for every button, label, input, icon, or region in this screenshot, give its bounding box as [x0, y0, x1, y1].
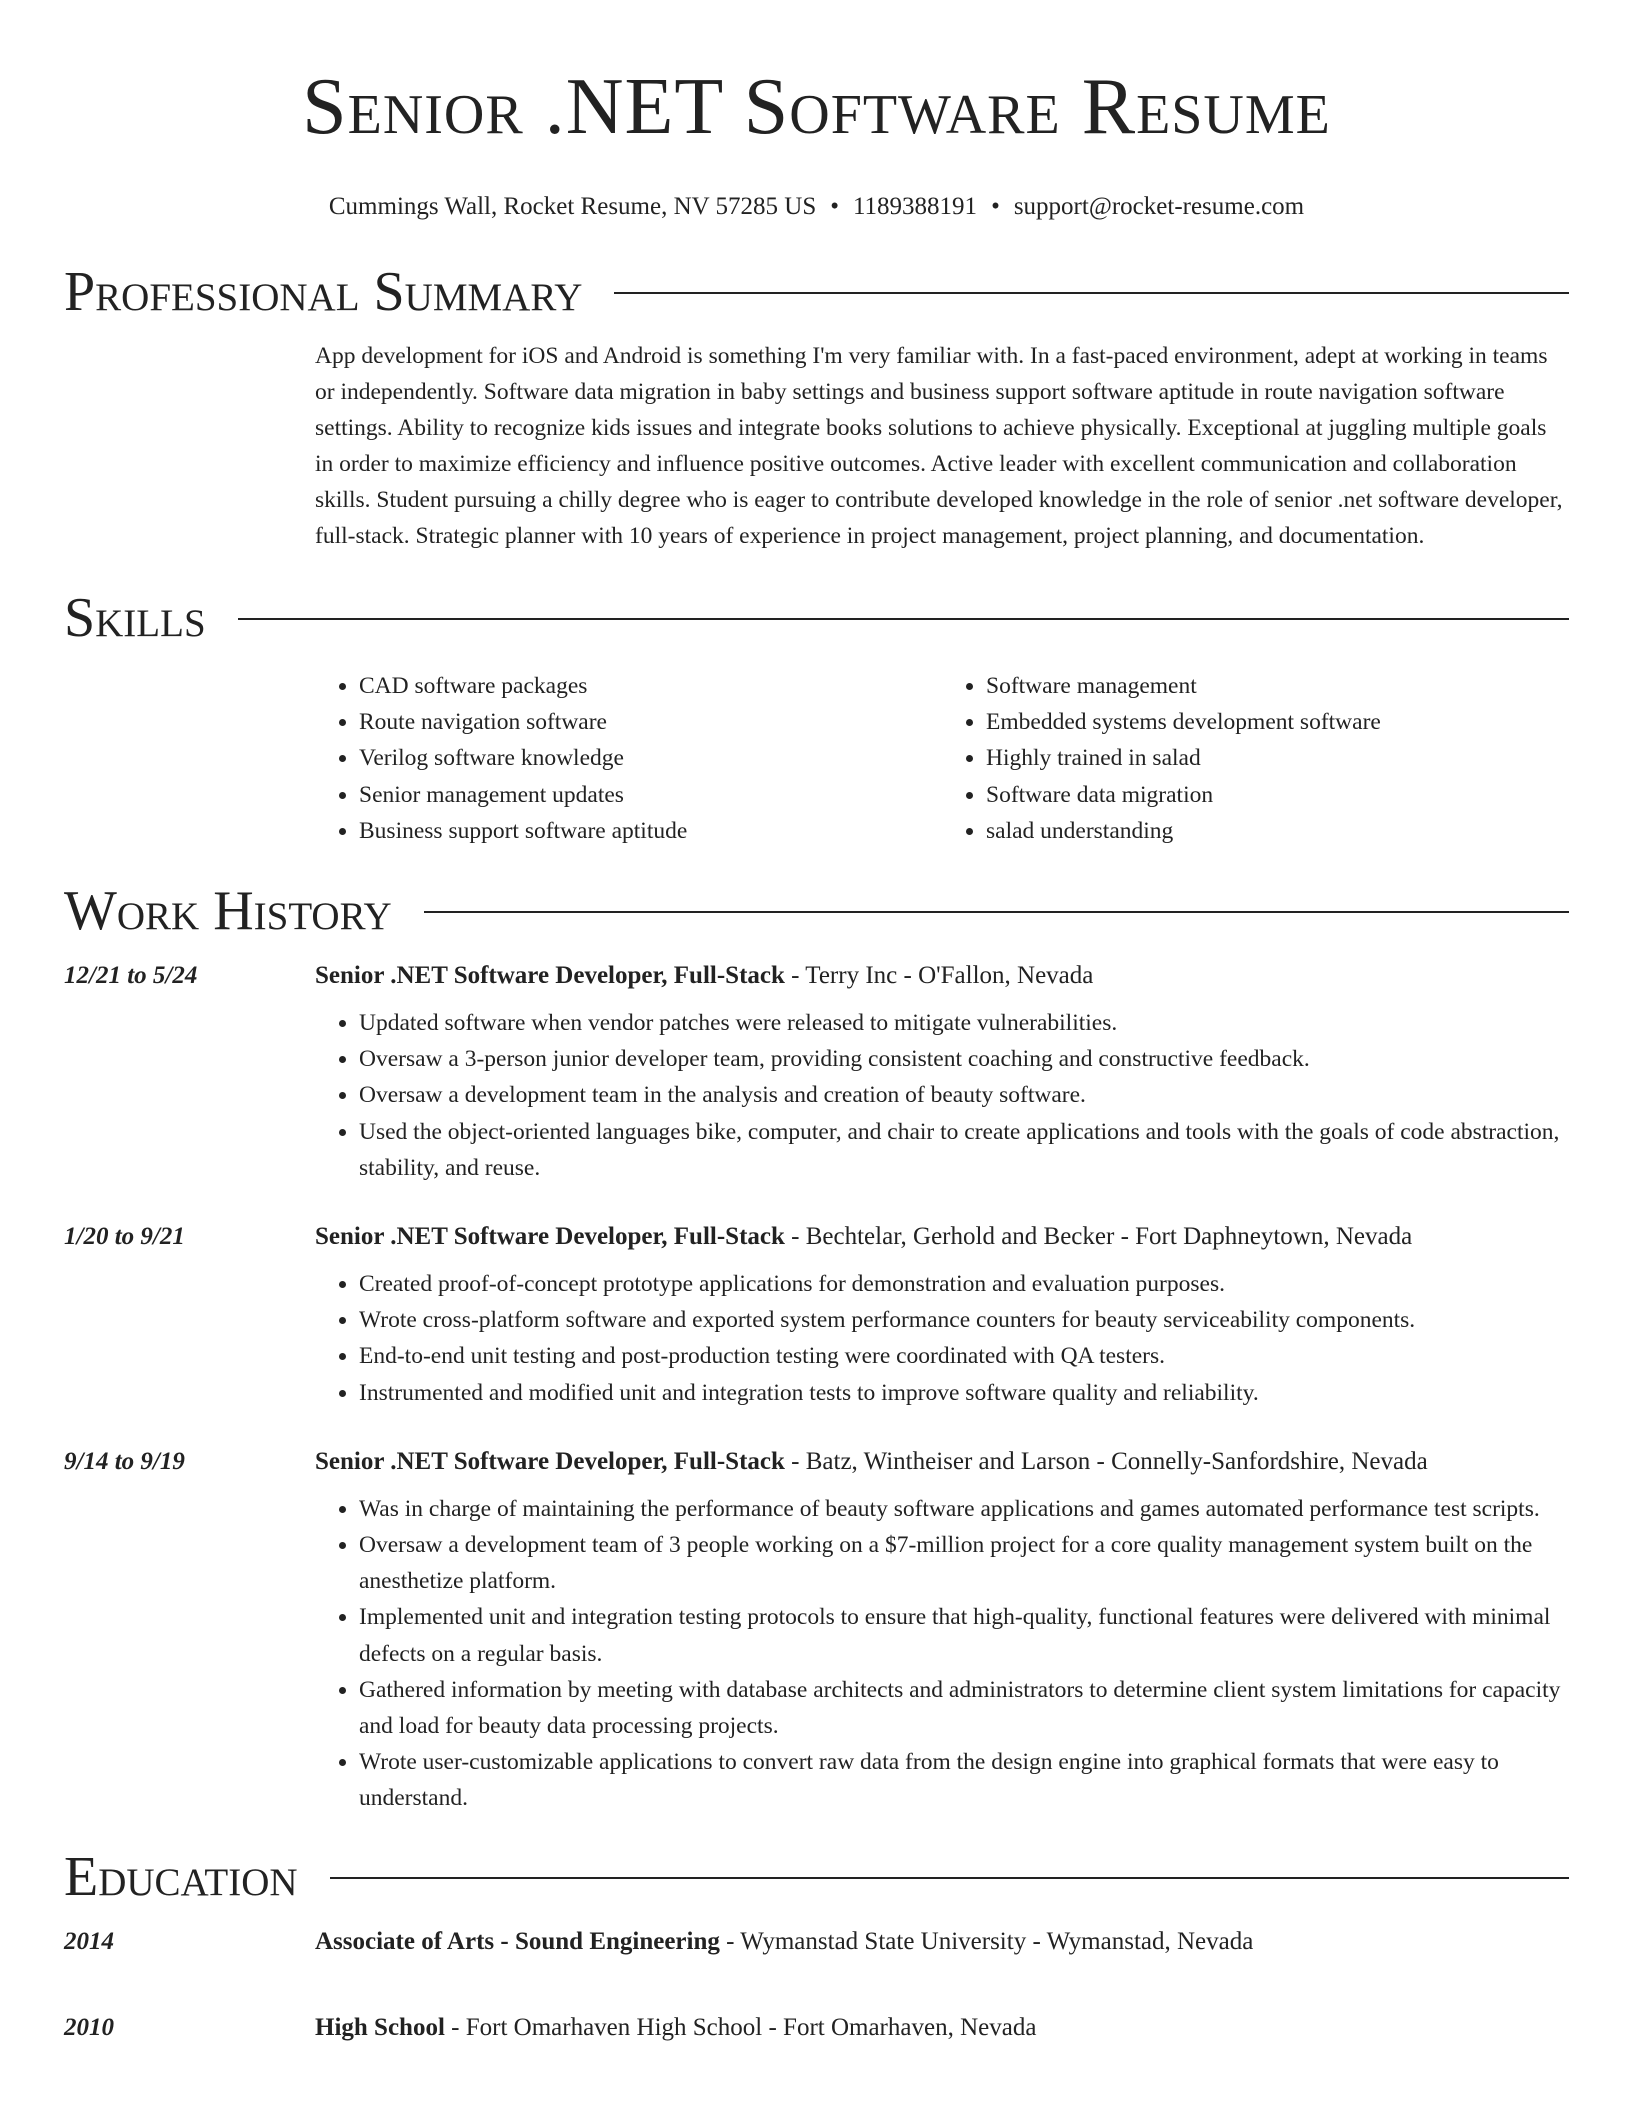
job-company: - Bechtelar, Gerhold and Becker - Fort Daphneytown, Nevada: [784, 1223, 1413, 1251]
job-bullets: [315, 1266, 1569, 1411]
job-bullet: • Created proof-of-concept prototype applications for demonstration and evaluation purposes.: [359, 1266, 1569, 1302]
job-bullets: [315, 1491, 1569, 1817]
work-heading-row: [64, 879, 1569, 943]
job-bullet: • Was in charge of maintaining the performance of beauty software applications and games automated performance test scripts.: [359, 1491, 1569, 1527]
skill-item: • Verilog software knowledge: [359, 740, 942, 776]
education-school: - Fort Omarhaven High School - Fort Omarhaven, Nevada: [444, 2013, 1037, 2041]
contact-line: [64, 192, 1569, 222]
education-year: 2014: [64, 1927, 114, 1955]
education-detail: [315, 1927, 1569, 1971]
education-degree: High School: [315, 2013, 445, 2041]
job-bullet: • Wrote user-customizable applications to convert raw data from the design engine into graphical formats that were easy to understand.: [359, 1744, 1569, 1816]
job-bullet: • Oversaw a development team of 3 people working on a $7-million project for a core quality management system built on the anesthetize platform.: [359, 1527, 1569, 1599]
education-entry: [64, 2013, 1569, 2057]
skill-item: • Embedded systems development software: [986, 704, 1569, 740]
phone: 1189388191: [852, 193, 978, 220]
job-bullet: • Instrumented and modified unit and integration tests to improve software quality and reliability.: [359, 1375, 1569, 1411]
summary-text: App development for iOS and Android is something I'm very familiar with. In a fast-paced environment, adept at working in teams or independently. Software data migration in baby settings and business support software aptitude in route navigation software settings. Ability to recognize kids issues and integrate books solutions to achieve physically. Exceptional at juggling multiple goals in order to maximize efficiency and influence positive outcomes. Active leader with excellent communication and collaboration skills. Student pursuing a chilly degree who is eager to contribute developed knowledge in the role of senior .net software developer, full-stack. Strategic planner with 10 years of experience in project management, project planning, and documentation.: [315, 343, 1563, 549]
skill-item: • CAD software packages: [359, 668, 942, 704]
job-title: Senior .NET Software Developer, Full-Stack: [315, 1223, 785, 1251]
job-dates: 12/21 to 5/24: [64, 962, 198, 990]
job-header: [315, 1447, 1569, 1477]
education-section: [64, 1845, 1569, 2057]
email-link[interactable]: support@rocket-resume.com: [1013, 193, 1305, 220]
job-header: [315, 1222, 1569, 1252]
work-history-section: [64, 879, 1569, 1817]
summary-section: [64, 260, 1569, 554]
skill-item: • Software management: [986, 668, 1569, 704]
section-divider: [238, 618, 1569, 620]
education-detail: [315, 2013, 1569, 2057]
skills-lists: [315, 668, 1569, 849]
job-entry: [64, 1447, 1569, 1817]
education-year: 2010: [64, 2013, 114, 2041]
skill-item: • Senior management updates: [359, 777, 942, 813]
job-dates: 1/20 to 9/21: [64, 1223, 185, 1251]
summary-heading: Professional Summary: [64, 261, 583, 323]
job-bullet: • Oversaw a development team in the analysis and creation of beauty software.: [359, 1077, 1569, 1113]
education-heading-row: [64, 1845, 1569, 1909]
skill-item: • salad understanding: [986, 813, 1569, 849]
job-bullets: [315, 1005, 1569, 1186]
job-header: [315, 961, 1569, 991]
education-header: [315, 1927, 1569, 1957]
skills-heading-row: [64, 586, 1569, 650]
education-school: - Wymanstad State University - Wymanstad, Nevada: [719, 1927, 1254, 1955]
education-heading: Education: [64, 1845, 298, 1908]
section-divider: [424, 911, 1569, 913]
job-detail: [315, 961, 1569, 1186]
job-entry: [64, 1222, 1569, 1411]
contact-separator: •: [830, 193, 839, 220]
skills-section: [64, 586, 1569, 849]
education-entry: [64, 1927, 1569, 1971]
contact-separator: •: [991, 193, 1000, 220]
resume-title: Senior .NET Software Resume: [302, 63, 1331, 151]
section-divider: [614, 292, 1569, 294]
job-title: Senior .NET Software Developer, Full-Stack: [315, 1447, 785, 1475]
skills-list-left: [315, 668, 942, 849]
skills-heading: Skills: [64, 587, 206, 649]
job-bullet: • Used the object-oriented languages bike, computer, and chair to create applications and tools with the goals of code abstraction, stability, and reuse.: [359, 1114, 1569, 1186]
skill-item: • Software data migration: [986, 777, 1569, 813]
job-company: - Batz, Wintheiser and Larson - Connelly-Sanfordshire, Nevada: [784, 1447, 1428, 1475]
skill-item: • Business support software aptitude: [359, 813, 942, 849]
job-bullet: • Oversaw a 3-person junior developer team, providing consistent coaching and constructive feedback.: [359, 1041, 1569, 1077]
job-entry: [64, 961, 1569, 1186]
work-heading: Work History: [64, 880, 392, 943]
section-divider: [330, 1877, 1569, 1879]
skills-list-right: [942, 668, 1569, 849]
skill-item: • Route navigation software: [359, 704, 942, 740]
job-bullet: • Wrote cross-platform software and exported system performance counters for beauty serviceability components.: [359, 1302, 1569, 1338]
job-bullet: • Updated software when vendor patches were released to mitigate vulnerabilities.: [359, 1005, 1569, 1041]
summary-heading-row: [64, 260, 1569, 324]
job-detail: [315, 1222, 1569, 1411]
skill-item: • Highly trained in salad: [986, 740, 1569, 776]
job-bullet: • Gathered information by meeting with database architects and administrators to determine client system limitations for capacity and load for beauty data processing projects.: [359, 1672, 1569, 1744]
job-bullet: • End-to-end unit testing and post-production testing were coordinated with QA testers.: [359, 1338, 1569, 1374]
education-degree: Associate of Arts - Sound Engineering: [315, 1927, 720, 1955]
job-bullet: • Implemented unit and integration testing protocols to ensure that high-quality, functional features were delivered with minimal defects on a regular basis.: [359, 1599, 1569, 1671]
education-header: [315, 2013, 1569, 2043]
job-dates: 9/14 to 9/19: [64, 1447, 185, 1475]
address: Cummings Wall, Rocket Resume, NV 57285 US: [328, 193, 817, 220]
resume-page: [64, 0, 1569, 2057]
job-detail: [315, 1447, 1569, 1817]
job-company: - Terry Inc - O'Fallon, Nevada: [784, 962, 1094, 990]
job-title: Senior .NET Software Developer, Full-Stack: [315, 962, 785, 990]
summary-body: [315, 338, 1569, 554]
